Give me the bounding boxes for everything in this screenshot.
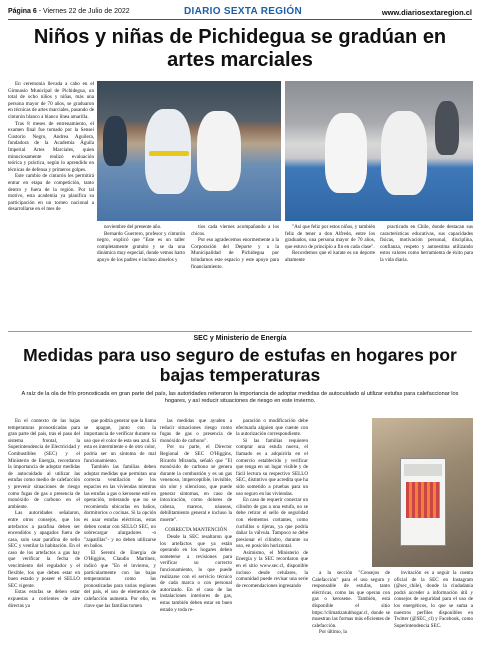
paragraph: En caso de requerir conectar un cilindro de gas a una estufa, no se debe retirar el sello de seguridad con elementos cortantes, como cuchillos o tijeras, ya que podría dañar la válvula. Tampoco se debe presionar el cilindro, durante su uso, en posición horizontal. bbox=[236, 497, 308, 550]
paragraph: Asimismo, el Ministerio de Energía y la SEC recordaron que en el sitio www.sec.cl, disponible incluso desde celulares, la comunidad puede revisar una serie de recomendaciones ingresando bbox=[236, 549, 308, 589]
page-date bbox=[8, 8, 130, 15]
article2-column-5 bbox=[312, 570, 390, 666]
paragraph: "Así que feliz por estos niños, y también feliz de tener a don Alfredo, entre los graduados, una persona mayor de 70 años, que estuvo de principio a fin en cada clase". bbox=[285, 224, 375, 250]
article2-column-3 bbox=[160, 418, 232, 666]
article2-column-2 bbox=[84, 418, 156, 666]
belt-stripe bbox=[149, 151, 189, 156]
paragraph: paración o modificación debe efectuarla alguien que cuente con la autorización correspondiente. bbox=[236, 418, 308, 438]
section-divider bbox=[8, 331, 472, 332]
paragraph: practicado en Chile, donde destacan sus características educativas, sus capacidades físicas, motivación personal, disciplina, confianza, respeto y autoestima utilizando estos valores como herramienta de éxito para la vida diaria. bbox=[380, 224, 473, 263]
paragraph: Si las familias requieren comprar una estufa nueva, el llamado es a adquirirla en el comercio establecido y verificar que tenga en un lugar visible y de fácil lectura su respectivo SELLO SEC, distintivo que acredita que ha sido sometido a pruebas para un uso seguro en las viviendas. bbox=[236, 437, 308, 497]
student-figure bbox=[325, 113, 367, 193]
paragraph: noviembre del presente año. bbox=[104, 224, 162, 230]
paragraph: Bernardo Guerrero, profesor y cinturón negro, explicó que "Este es un taller completamente gratuito y se da una dinámica muy especial, donde vemos harto apoyo de los padres e incluso abuelos y bbox=[97, 230, 185, 263]
website-link[interactable]: www.diariosextaregion.cl bbox=[381, 8, 472, 17]
paragraph: invitación es a seguir la cuenta oficial de la SEC en Instagram (@sec_chile), donde la ciudadanía podrá acceder a información útil y consejos de seguridad para el uso de los energéticos, lo que se suma a nuestros perfiles disponibles en Twitter (@SEC_cl) y Facebook, como Superintendencia SEC. bbox=[394, 570, 473, 629]
karate-photo-2 bbox=[285, 81, 473, 221]
instructor-figure bbox=[197, 111, 241, 191]
article2-kicker: SEC y Ministerio de Energía bbox=[193, 335, 287, 342]
heater-grille bbox=[406, 482, 440, 518]
paragraph: a la sección "Consejos de Calefacción" para el uso seguro y responsable de estufas, tanto eléctricas, como las que operan con gas o kerosene. También, está disponible el sitio https://climatizatubhogar.cl, donde se muestran las formas más eficientes de calefacción. bbox=[312, 570, 390, 629]
paragraph: tíos cada viernes acompañando a los chicos. bbox=[191, 224, 279, 237]
article2-headline: Medidas para uso seguro de estufas en hogares por bajas temperaturas bbox=[23, 345, 457, 385]
paragraph: Este cambio de cinturón les permitirá entrar en etapa de competición, tanto dentro y fuera de la región. Por tal motivo, esta academia ya planifica su participación en un torneo nacional a desarrollarse en el mes de bbox=[8, 173, 94, 213]
paragraph: que podría generar que la llama se apague, junto con la importancia de verificar durante su uso que el color de esta sea azul. Si esta es intermitente o de otro color, podría ser un síntoma de mal funcionamiento. bbox=[84, 418, 156, 464]
article1-column-2 bbox=[97, 224, 185, 329]
header-divider bbox=[8, 19, 472, 20]
paragraph: También las familias deben adoptar medidas que permitan una correcta ventilación de los espacios en las viviendas mientras las estufas a gas o kerosene esté en operación, reiterando que no se recomienda ubicarlas en baños, dormitorios o cocinas. Si la opción es usar estufas eléctricas, estas deben contar con SELLO SEC, no sobrecargar alargadores -o "zapatillas"- y no deben utilizarse en baños. bbox=[84, 464, 156, 550]
paragraph: Por eso agradecemos enormemente a la Corporación del Deporte y a la Municipalidad de Pichidegua por brindarnos este espacio y este apoyo para financiamiento. bbox=[191, 237, 279, 270]
paragraph: En ceremonia llevada a cabo en el Gimnasio Municipal de Pichidegua, un total de ocho niños y niñas, más una persona mayor de 70 años, se graduaron en técnicas de artes marciales, pasando de cinturón blanco a blanco línea amarilla. bbox=[8, 81, 94, 120]
spectator-figure bbox=[435, 101, 459, 155]
article1-column-1 bbox=[8, 81, 94, 331]
heater-photo bbox=[372, 418, 473, 567]
article1-headline: Niños y niñas de Pichidegua se gradúan en artes marciales bbox=[33, 26, 447, 71]
paragraph: Las autoridades señalaron, entre otros consejos, que los artefactos a parafina deben ser encendidos y apagados fuera de casa, solo usar parafina de sello SEC y ventilar la habitación. En el caso de los artefactos a gas hay que verificar la fecha de vencimiento del regulador y el flexible, los que deben estar en buen estado y poseer el SELLO SEC vigente. bbox=[8, 510, 80, 589]
newspaper-brand: DIARIO SEXTA REGIÓN bbox=[184, 6, 302, 17]
paragraph: Por último, la bbox=[319, 629, 347, 636]
paragraph: Desde la SEC resaltaron que los artefactos que ya están operando en los hogares deben someterse a revisiones para verificar su correcto funcionamiento, lo que puede realizarse con el servicio técnico de cada marca o con personal autorizado. En el caso de las instalaciones interiores de gas, estas también deben estar en buen estado y toda re- bbox=[160, 534, 232, 613]
heater-top-panel bbox=[404, 464, 442, 476]
karate-photo-1 bbox=[97, 81, 281, 221]
page-header bbox=[8, 6, 472, 18]
instructor-figure bbox=[381, 111, 427, 195]
issue-date: - Viernes 22 de Julio de 2022 bbox=[36, 8, 130, 15]
paragraph: En el contexto de las bajas temperaturas pronosticadas para gran parte del país, tras el paso del sistema frontal, la Superintendencia de Electricidad y Combustibles (SEC) y el Ministerio de Energía, recordaron la importancia de adoptar medidas de autocuidado al utilizar las estufas como medio de calefacción y prevenir situaciones de riesgo como fugas de gas o presencia de monóxido de carbono en el ambiente. bbox=[8, 418, 80, 510]
article1-column-3 bbox=[191, 224, 279, 329]
article2-column-6 bbox=[394, 570, 473, 666]
article2-column-1 bbox=[8, 418, 80, 666]
paragraph: las medidas que ayuden a reducir situaciones riesgo como fugas de gas o presencia de monóxido de carbono". bbox=[160, 418, 232, 444]
page-number: Página 6 bbox=[8, 8, 37, 15]
article1-column-5 bbox=[380, 224, 473, 329]
article1-column-4 bbox=[285, 224, 375, 329]
background-figure bbox=[103, 116, 127, 166]
subheading: CORRECTA MANTENCIÓN bbox=[165, 526, 227, 533]
article2-lead: A raíz de la ola de frío pronosticada en gran parte del país, las autoridades reiteraron la importancia de adoptar medidas de autocuidado al utilizar estufas para calefaccionar los hogares, y así reducir situaciones de riesgo en este invierno. bbox=[21, 391, 459, 404]
paragraph: Estas estufas se deben estar expuestas a corrientes de aire directas ya bbox=[8, 589, 80, 609]
article2-column-4 bbox=[236, 418, 308, 666]
paragraph: Tras 8 meses de entrenamiento, el examen final fue tomado por la Sensei Custorio Negro, Andrea Aguilera, fundadora de la Academia Águila Imperial Artes Marciales, quien minuciosamente realizó evaluación teórica y práctica, según lo aprendido en técnicas de defensa y primeros golpes. bbox=[8, 120, 94, 173]
paragraph: Por su parte, el Director Regional de SEC O'Higgins, Ricardo Miranda, señaló que "El monóxido de carbono se genera durante la combustión y es un gas venenoso, imperceptible, invisible, sin olor y silencioso, que puede generar síntomas, en caso de intoxicación, como dolores de cabeza, mareos, náuseas, debilitamiento general e incluso la muerte". bbox=[160, 444, 232, 523]
paragraph: Recordemos que el karate es un deporte altamente bbox=[285, 250, 375, 263]
paragraph: El Seremi de Energía de O'Higgins, Claudio Martínez, indicó que "En el invierno, y particularmente con las bajas temperaturas como las pronosticadas para varias regiones del país, el uso de elementos de calefacción aumenta. Por ello, es clave que las familias tomen bbox=[84, 549, 156, 609]
